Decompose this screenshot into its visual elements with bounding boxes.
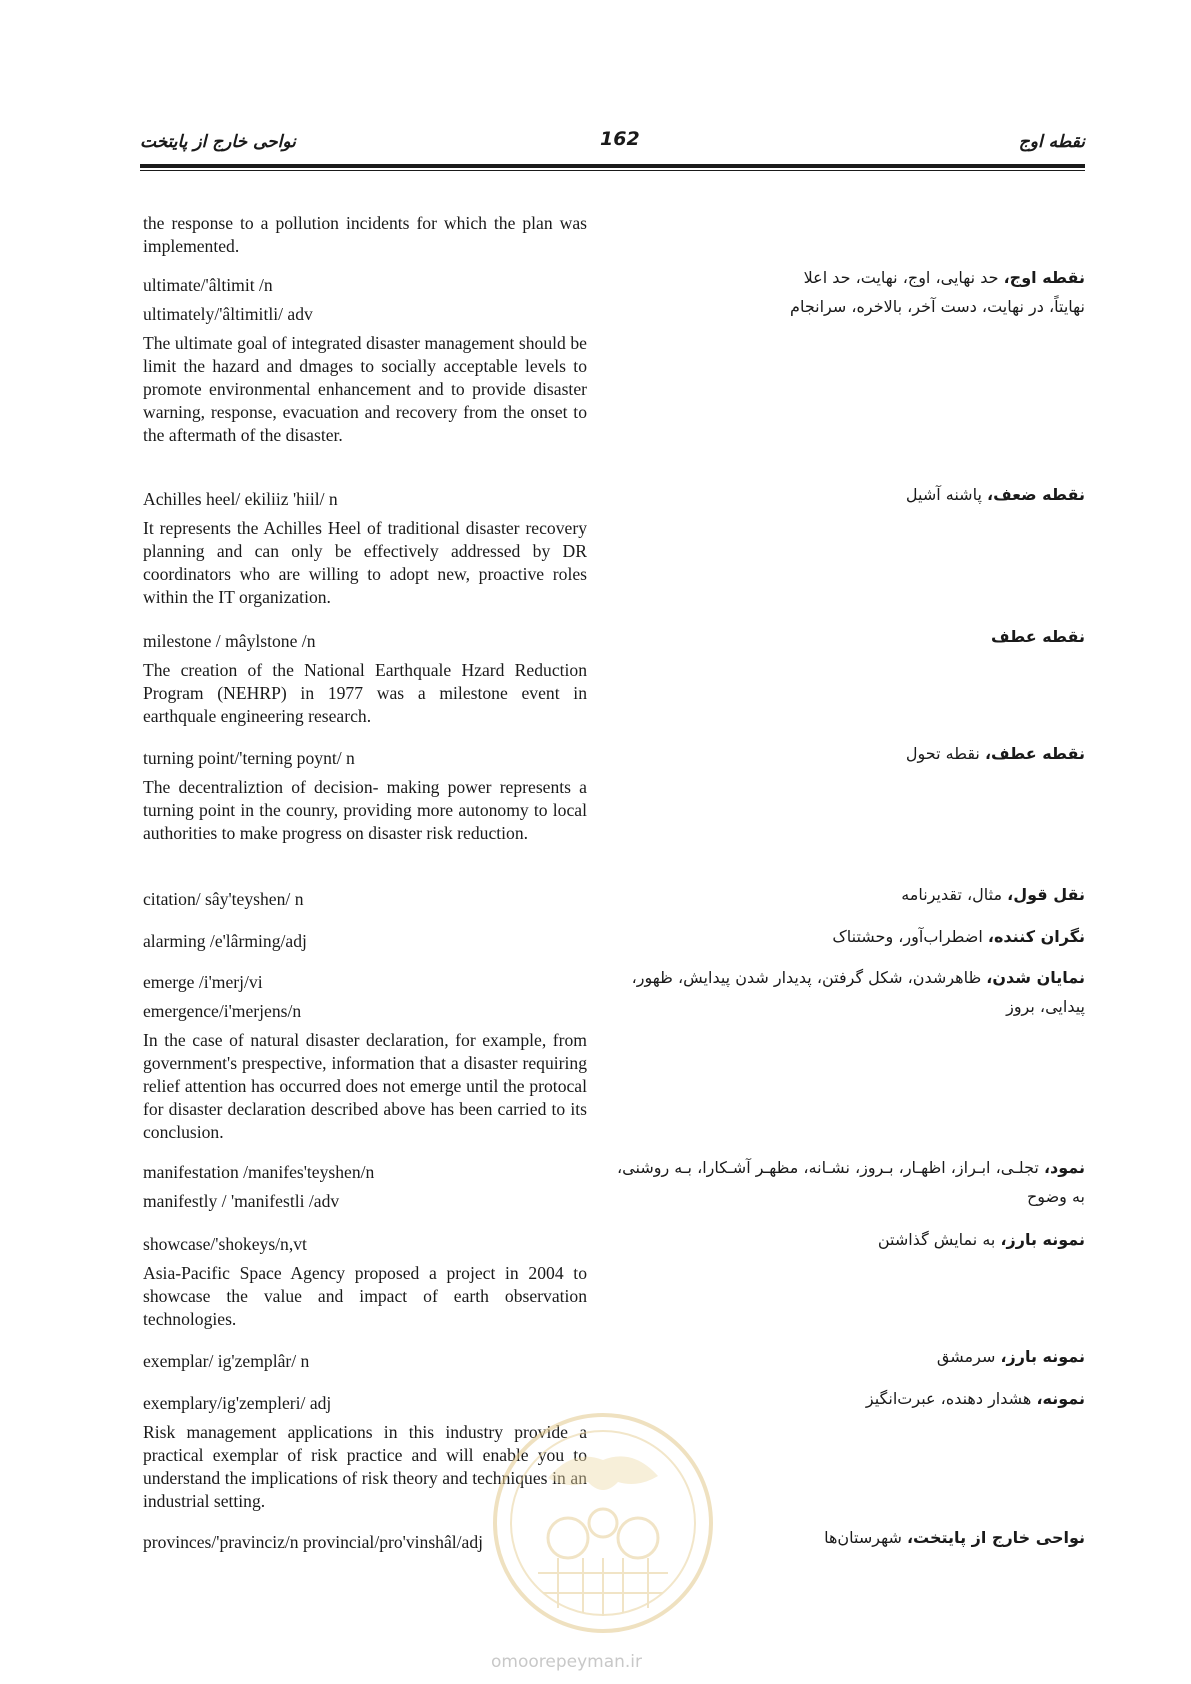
english-column (143, 1233, 587, 1331)
term: Achilles heel/ ekiliiz 'hiil/ n (143, 489, 338, 509)
term: emerge /i'merj/vi (143, 972, 263, 992)
persian-definition: اضطراب‌آور، وحشتناک (832, 927, 988, 946)
header-rule-thick (140, 164, 1085, 168)
english-column (143, 971, 587, 1144)
term: manifestly / 'manifestli /adv (143, 1191, 340, 1211)
persian-column (615, 622, 1085, 651)
persian-definition: مثال، تقدیرنامه (901, 885, 1008, 904)
term: ultimately/'âltimitli/ adv (143, 304, 313, 324)
english-column (143, 747, 587, 845)
persian-headword: نقل قول، (1007, 885, 1085, 904)
persian-headword: نمونه بارز، (1000, 1230, 1085, 1249)
persian-column (615, 922, 1085, 951)
persian-column (615, 880, 1085, 909)
term: exemplary/ig'zempleri/ adj (143, 1393, 332, 1413)
page-number: 162 (600, 128, 640, 150)
term: emergence/i'merjens/n (143, 1001, 302, 1021)
english-column (143, 630, 587, 728)
persian-headword: نمود، (1043, 1158, 1085, 1177)
page-header (140, 128, 1085, 158)
persian-headword: نمونه، (1036, 1389, 1085, 1408)
term: showcase/'shokeys/n,vt (143, 1234, 307, 1254)
example-paragraph: the response to a pollution incidents for which the plan was implemented. (143, 213, 587, 256)
term: exemplar/ ig'zemplâr/ n (143, 1351, 310, 1371)
persian-definition: پاشنه آشیل (905, 485, 987, 504)
english-column (143, 1161, 587, 1219)
english-column (143, 1350, 587, 1379)
example-paragraph: The ultimate goal of integrated disaster management should be limit the hazard and dmages to socially acceptable levels to promote environmental enhancement and to provide disaster warning, response, evacuation and recovery from the onset to the aftermath of the disaster. (143, 333, 587, 445)
persian-headword: نقطه عطف، (984, 744, 1085, 763)
persian-column (615, 1153, 1085, 1211)
persian-definition: به نمایش گذاشتن (877, 1230, 1001, 1249)
persian-column (615, 1225, 1085, 1254)
seal-logo-icon (488, 1408, 718, 1638)
persian-headword: نگران کننده، (987, 927, 1085, 946)
term: milestone / mâylstone /n (143, 631, 316, 651)
persian-headword: نواحی خارج از پایتخت، (906, 1528, 1085, 1547)
english-column (143, 212, 587, 258)
english-column (143, 888, 587, 917)
example-paragraph: The decentraliztion of decision- making power represents a turning point in the counry, providing more autonomy to local authorities to make progress on disaster risk reduction. (143, 777, 587, 843)
persian-definition: تجلـی، ابـراز، اظهـار، بـروز، نشـانه، مظهـر آشـکارا، بـه روشنی، به وضوح (616, 1158, 1085, 1206)
persian-headword: نقطه اوج، (1003, 268, 1085, 287)
header-rule-thin (140, 170, 1085, 171)
persian-headword: نمایان شدن، (986, 968, 1085, 987)
header-section-title: نواحی خارج از پایتخت (140, 132, 296, 152)
persian-headword: نقطه عطف (991, 627, 1085, 646)
example-paragraph: It represents the Achilles Heel of traditional disaster recovery planning and can only be effectively addressed by DR coordinators who are willing to adopt new, proactive roles within the IT organization. (143, 518, 587, 607)
persian-definition: هشدار دهنده، عبرت‌انگیز (865, 1389, 1037, 1408)
example-paragraph: Asia-Pacific Space Agency proposed a project in 2004 to showcase the value and impact of earth observation technologies. (143, 1263, 587, 1329)
persian-definition: سرمشق (936, 1347, 1001, 1366)
persian-headword: نقطه ضعف، (986, 485, 1085, 504)
persian-column (615, 480, 1085, 509)
term: turning point/'terning poynt/ n (143, 748, 355, 768)
english-column (143, 930, 587, 959)
english-column (143, 274, 587, 447)
example-paragraph: Risk management applications in this industry provide a practical exemplar of risk practice and will enable you to understand the implications of risk theory and techniques in an industrial setting. (143, 1422, 587, 1511)
term: alarming /e'lârming/adj (143, 931, 307, 951)
persian-definition: شهرستان‌ها (824, 1528, 907, 1547)
term: manifestation /manifes'teyshen/n (143, 1162, 375, 1182)
header-entry-title: نقطه اوج (1018, 132, 1085, 152)
watermark-text: omoorepeyman.ir (491, 1652, 643, 1672)
persian-column (615, 963, 1085, 1021)
persian-column (615, 263, 1085, 321)
example-paragraph: In the case of natural disaster declaration, for example, from government's prespective, information that a disaster requiring relief attention has occurred does not emerge until the protocal for disaster declaration described above has been carried to its conclusion. (143, 1030, 587, 1142)
persian-headword: نمونه بارز، (1000, 1347, 1085, 1366)
persian-definition: نقطه تحول (905, 744, 985, 763)
term: provinces/'pravinciz/n provincial/pro'vinshâl/adj (143, 1532, 484, 1552)
term: ultimate/'âltimit /n (143, 275, 273, 295)
example-paragraph: The creation of the National Earthquale Hzard Reduction Program (NEHRP) in 1977 was a milestone event in earthquale engineering research. (143, 660, 587, 726)
persian-definition: حد نهایی، اوج، نهایت، حد اعلا نهایتاً، در نهایت، دست آخر، بالاخره، سرانجام (790, 268, 1085, 316)
persian-column (615, 739, 1085, 768)
term: citation/ sây'teyshen/ n (143, 889, 304, 909)
english-column (143, 488, 587, 609)
persian-definition: ظاهرشدن، شکل گرفتن، پدیدار شدن پیدایش، ظهور، پیدایی، بروز (631, 968, 1085, 1016)
persian-column (615, 1342, 1085, 1371)
